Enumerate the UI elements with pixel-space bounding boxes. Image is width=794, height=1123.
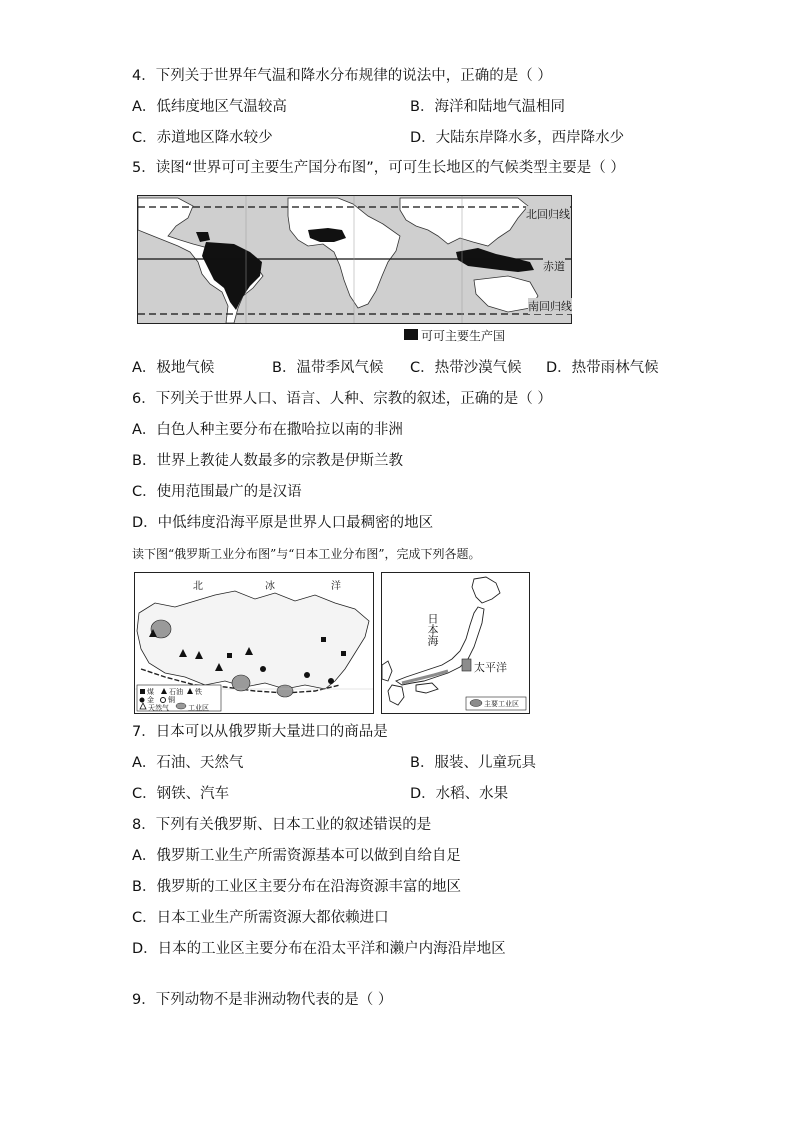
legend-copper: 铜 xyxy=(168,696,175,704)
legend-gold: 金 xyxy=(147,696,154,704)
q8-option-a: A．俄罗斯工业生产所需资源基本可以做到自给自足 xyxy=(132,848,461,864)
q4-option-b: B．海洋和陆地气温相同 xyxy=(410,99,565,115)
cocoa-world-map xyxy=(137,195,572,324)
cocoa-legend-label: 可可主要生产国 xyxy=(421,329,506,343)
japan-label-pacific: 太平洋 xyxy=(474,661,507,674)
q7-option-d: D．水稻、水果 xyxy=(410,786,509,802)
label-equator: 赤道 xyxy=(543,260,565,273)
q4-stem: 4．下列关于世界年气温和降水分布规律的说法中，正确的是（ ） xyxy=(132,68,552,84)
q6-option-c: C．使用范围最广的是汉语 xyxy=(132,484,302,500)
japan-industry-zone xyxy=(462,659,471,671)
maps-intro: 读下图“俄罗斯工业分布图”与“日本工业分布图”，完成下列各题。 xyxy=(132,547,481,561)
label-tropic-south: 南回归线 xyxy=(528,300,572,313)
q4-option-d: D．大陆东岸降水多，西岸降水少 xyxy=(410,130,625,146)
japan-legend-label: 主要工业区 xyxy=(484,700,519,708)
q8-stem: 8．下列有关俄罗斯、日本工业的叙述错误的是 xyxy=(132,817,432,833)
q5-stem: 5．读图“世界可可主要生产国分布图”，可可生长地区的气候类型主要是（ ） xyxy=(132,160,625,176)
q6-option-a: A．白色人种主要分布在撒哈拉以南的非洲 xyxy=(132,422,403,438)
industry-zone-urals xyxy=(232,675,250,691)
q8-option-d: D．日本的工业区主要分布在沿太平洋和濑户内海沿岸地区 xyxy=(132,941,506,957)
q4-option-c: C．赤道地区降水较少 xyxy=(132,130,273,146)
japan-label-sea: 日本海 xyxy=(426,613,439,646)
q4-option-a: A．低纬度地区气温较高 xyxy=(132,99,287,115)
q7-option-b: B．服装、儿童玩具 xyxy=(410,755,536,771)
russia-label-ice: 冰 xyxy=(265,581,275,592)
russia-label-ocean: 洋 xyxy=(331,581,341,592)
q6-option-d: D．中低纬度沿海平原是世界人口最稠密的地区 xyxy=(132,515,434,531)
cocoa-legend-swatch xyxy=(404,329,418,340)
q5-option-d: D．热带雨林气候 xyxy=(546,360,659,376)
q6-stem: 6．下列关于世界人口、语言、人种、宗教的叙述，正确的是（ ） xyxy=(132,391,552,407)
label-tropic-north: 北回归线 xyxy=(526,208,570,221)
q5-option-c: C．热带沙漠气候 xyxy=(410,360,522,376)
world-map-graphic xyxy=(138,196,571,323)
japan-industry-map xyxy=(381,572,530,714)
industry-zone-siberia xyxy=(277,685,293,697)
japan-map-graphic xyxy=(382,573,529,713)
q9-stem: 9．下列动物不是非洲动物代表的是（ ） xyxy=(132,992,393,1008)
q7-stem: 7．日本可以从俄罗斯大量进口的商品是 xyxy=(132,724,388,740)
q7-option-a: A．石油、天然气 xyxy=(132,755,244,771)
q5-option-b: B．温带季风气候 xyxy=(272,360,384,376)
legend-iron: 铁 xyxy=(195,688,202,696)
russia-label-north: 北 xyxy=(193,581,203,592)
legend-coal: 煤 xyxy=(147,688,154,696)
legend-oil: 石油 xyxy=(169,688,183,696)
q5-option-a: A．极地气候 xyxy=(132,360,215,376)
q8-option-b: B．俄罗斯的工业区主要分布在沿海资源丰富的地区 xyxy=(132,879,461,895)
q7-option-c: C．钢铁、汽车 xyxy=(132,786,230,802)
q8-option-c: C．日本工业生产所需资源大都依赖进口 xyxy=(132,910,389,926)
legend-gas: 天然气 xyxy=(148,704,169,712)
legend-industry: 工业区 xyxy=(188,704,209,712)
russia-industry-map xyxy=(134,572,374,714)
q6-option-b: B．世界上教徒人数最多的宗教是伊斯兰教 xyxy=(132,453,403,469)
